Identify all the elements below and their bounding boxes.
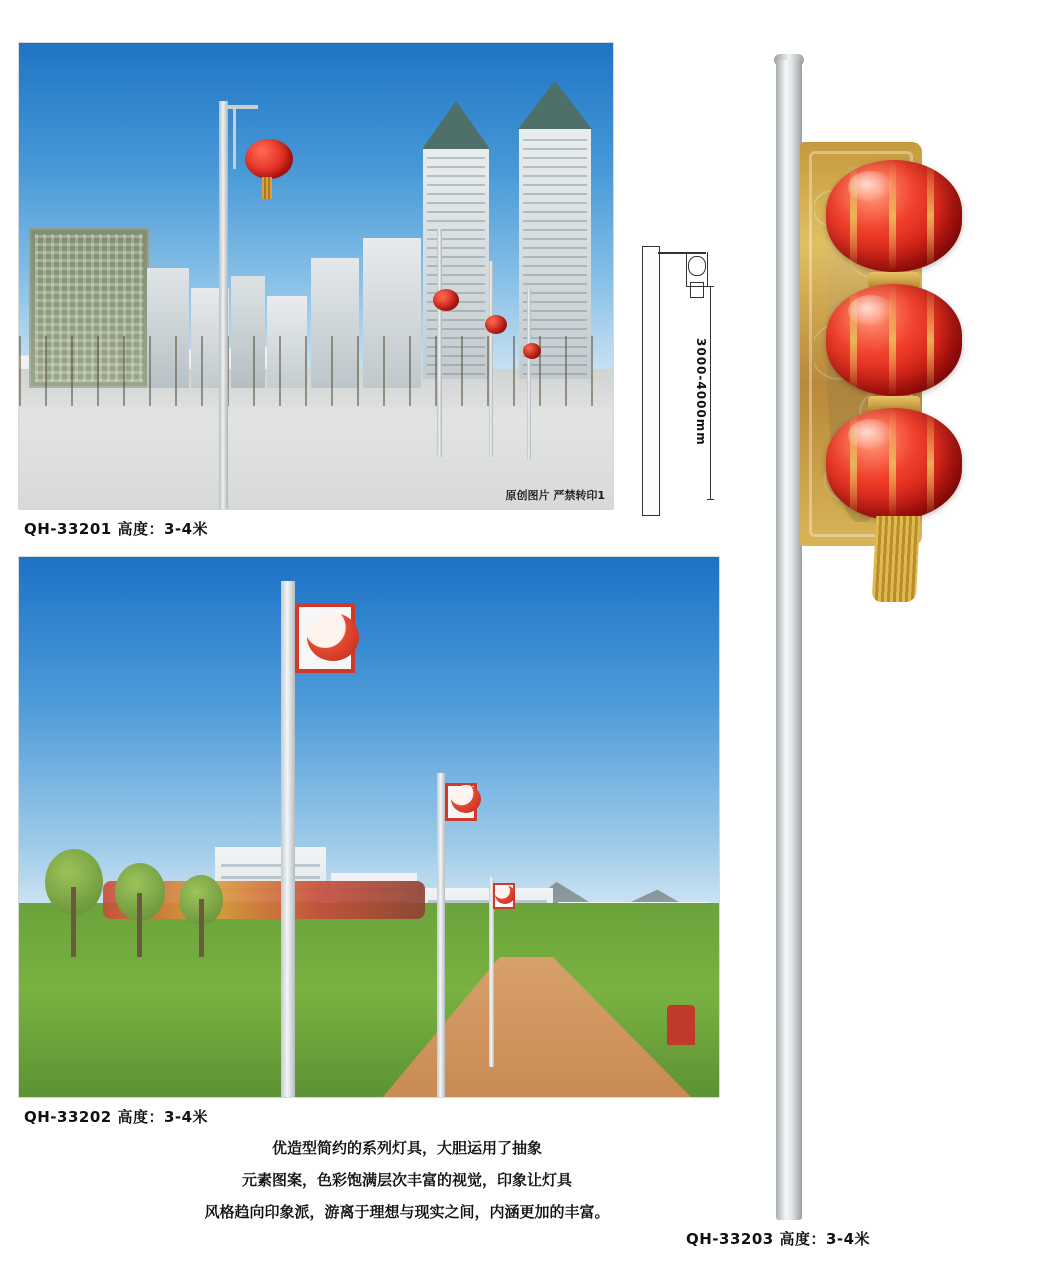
drawing-pole (642, 246, 660, 516)
drawing-dimension-line (710, 286, 711, 500)
description-line-3: 风格趋向印象派，游离于理想与现实之间，内涵更加的丰富。 (204, 1203, 610, 1221)
lantern-far (485, 315, 507, 334)
city-plaza-photo (18, 42, 614, 510)
lamp-globe-primary (307, 613, 359, 661)
lamp-globe-mid (451, 785, 481, 813)
lantern-top (826, 160, 962, 272)
lantern-far2 (523, 343, 541, 359)
lamp-pole-mid (437, 229, 442, 457)
watermark-text: 原创图片 严禁转印1 (505, 489, 605, 502)
pole-mast (776, 60, 802, 1220)
drawing-dimension-label: 3000-4000mm (694, 338, 708, 446)
tree-trunk (199, 899, 204, 957)
lamp-pole-far (489, 261, 493, 457)
lamp-pole-primary (281, 581, 295, 1097)
tower-roof (518, 81, 592, 129)
lantern-highlight (848, 419, 894, 450)
park-walkway-photo (18, 556, 720, 1098)
caption-qh33201: QH-33201 高度：3-4米 (24, 520, 209, 538)
lantern-middle (826, 284, 962, 396)
lantern-rib (927, 284, 934, 396)
lamp-pole-primary (219, 101, 228, 509)
description-line-2: 元素图案，色彩饱满层次丰富的视觉，印象让灯具 (241, 1171, 572, 1189)
lantern-bottom (826, 408, 962, 520)
lantern-mid (433, 289, 459, 311)
lamp-arm (226, 105, 258, 109)
worker-figure (667, 1005, 695, 1045)
caption-qh33203: QH-33203 高度：3-4米 (686, 1230, 871, 1248)
lantern-rib (927, 160, 934, 272)
lantern-highlight (848, 171, 894, 202)
lantern-tassel (872, 516, 921, 602)
tower-roof (422, 101, 490, 149)
description-line-1: 优造型简约的系列灯具，大胆运用了抽象 (271, 1139, 542, 1157)
lantern-rib (927, 408, 934, 520)
lamp-hanger (233, 105, 236, 169)
lantern-primary (245, 139, 293, 179)
lamp-globe-far (495, 885, 515, 904)
lantern-highlight (848, 295, 894, 326)
lantern-tassel (262, 177, 272, 199)
lantern-pole-photo (770, 60, 1030, 1240)
description-block (92, 1132, 722, 1228)
tree-trunk (71, 887, 76, 957)
tree-trunk (137, 893, 142, 957)
drawing-lamp-box (690, 282, 704, 298)
lamp-pole-far2 (527, 289, 531, 459)
caption-qh33202: QH-33202 高度：3-4米 (24, 1108, 209, 1126)
lamp-pole-mid (437, 773, 445, 1097)
dimension-drawing (636, 246, 720, 514)
drawing-lantern (688, 256, 706, 276)
